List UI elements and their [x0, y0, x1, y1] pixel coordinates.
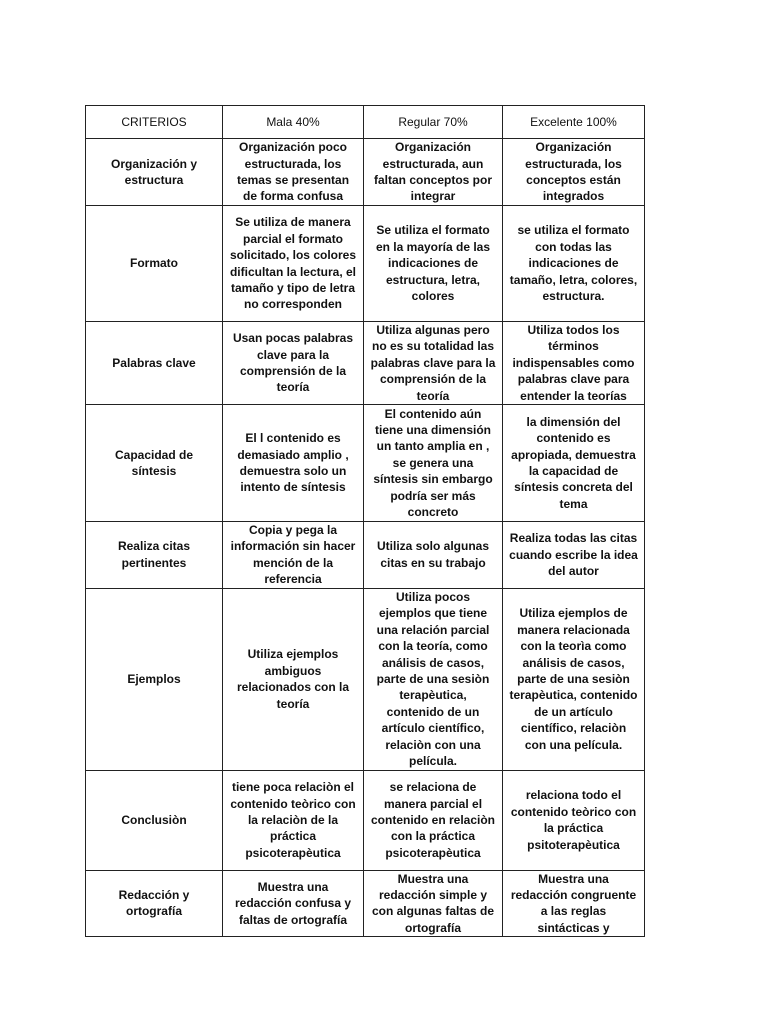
criterio-cell [86, 870, 223, 937]
mala-cell: Organización poco estructurada, los temas se presentan de forma confusa [223, 139, 364, 206]
mala-cell: El l contenido es demasiado amplio , demuestra solo un intento de síntesis [223, 405, 364, 522]
excelente-cell: Muestra una redacción congruente a las reglas sintácticas y [503, 870, 645, 937]
criterio-cell [86, 322, 223, 405]
mala-cell: Muestra una redacción confusa y faltas de ortografía [223, 870, 364, 937]
criterio-label: Conclusiòn [121, 812, 187, 827]
excelente-cell: se utiliza el formato con todas las indicaciones de tamaño, letra, colores, estructura. [503, 206, 645, 322]
mala-cell: Copia y pega la información sin hacer mención de la referencia [223, 522, 364, 589]
regular-cell: Se utiliza el formato en la mayoría de las indicaciones de estructura, letra, colores [364, 206, 503, 322]
mala-cell: tiene poca relaciòn el contenido teòrico con la relaciòn de la práctica psicoterapèutica [223, 770, 364, 870]
table-row [86, 770, 645, 870]
header-regular: Regular 70% [364, 106, 503, 139]
regular-cell: Muestra una redacción simple y con algunas faltas de ortografía [364, 870, 503, 937]
criterio-label: Organización y estructura [110, 156, 198, 187]
criterio-cell [86, 522, 223, 589]
table-row [86, 522, 645, 589]
criterio-label: Formato [130, 256, 178, 271]
mala-cell: Se utiliza de manera parcial el formato solicitado, los colores dificultan la lectura, el tamaño y tipo de letra no corresponden [223, 206, 364, 322]
regular-cell: El contenido aún tiene una dimensión un tanto amplia en , se genera una síntesis sin embargo podría ser más concreto [364, 405, 503, 522]
table-row [86, 405, 645, 522]
excelente-cell: Utiliza todos los términos indispensables como palabras clave para entender la teorías [503, 322, 645, 405]
header-excelente: Excelente 100% [503, 106, 645, 139]
table-row [86, 322, 645, 405]
excelente-cell: Utiliza ejemplos de manera relacionada con la teorìa como análisis de casos, parte de una sesiòn terapèutica, contenido de un artículo científico, relaciòn con una película. [503, 588, 645, 770]
criterio-label: Capacidad de síntesis [114, 447, 194, 479]
excelente-cell: la dimensión del contenido es apropiada, demuestra la capacidad de síntesis concreta del tema [503, 405, 645, 522]
excelente-cell: Realiza todas las citas cuando escribe la idea del autor [503, 522, 645, 589]
excelente-cell: relaciona todo el contenido teòrico con la práctica psitoterapèutica [503, 770, 645, 870]
criterio-label: Ejemplos [127, 671, 181, 686]
regular-cell: Organización estructurada, aun faltan conceptos por integrar [364, 139, 503, 206]
table-row [86, 139, 645, 206]
rubric-table [85, 105, 645, 937]
criterio-cell [86, 588, 223, 770]
regular-cell: Utiliza pocos ejemplos que tiene una relación parcial con la teoría, como análisis de casos, parte de una sesiòn terapèutica, contenido de un artículo científico, relaciòn con una película. [364, 588, 503, 770]
header-criterios: CRITERIOS [86, 106, 223, 139]
mala-cell: Utiliza ejemplos ambiguos relacionados con la teoría [223, 588, 364, 770]
table-row [86, 870, 645, 937]
mala-cell: Usan pocas palabras clave para la comprensión de la teoría [223, 322, 364, 405]
excelente-cell: Organización estructurada, los conceptos están integrados [503, 139, 645, 206]
criterio-cell [86, 405, 223, 522]
criterio-label: Realiza citas pertinentes [117, 539, 191, 570]
regular-cell: Utiliza algunas pero no es su totalidad las palabras clave para la comprensión de la teoría [364, 322, 503, 405]
table-row [86, 206, 645, 322]
criterio-cell [86, 139, 223, 206]
criterio-cell [86, 770, 223, 870]
header-row [86, 106, 645, 139]
table-row [86, 588, 645, 770]
regular-cell: se relaciona de manera parcial el contenido en relaciòn con la práctica psicoterapèutica [364, 770, 503, 870]
criterio-cell [86, 206, 223, 322]
criterio-label: Redacción y ortografía [118, 888, 190, 919]
regular-cell: Utiliza solo algunas citas en su trabajo [364, 522, 503, 589]
header-mala: Mala 40% [223, 106, 364, 139]
criterio-label: Palabras clave [112, 355, 196, 370]
